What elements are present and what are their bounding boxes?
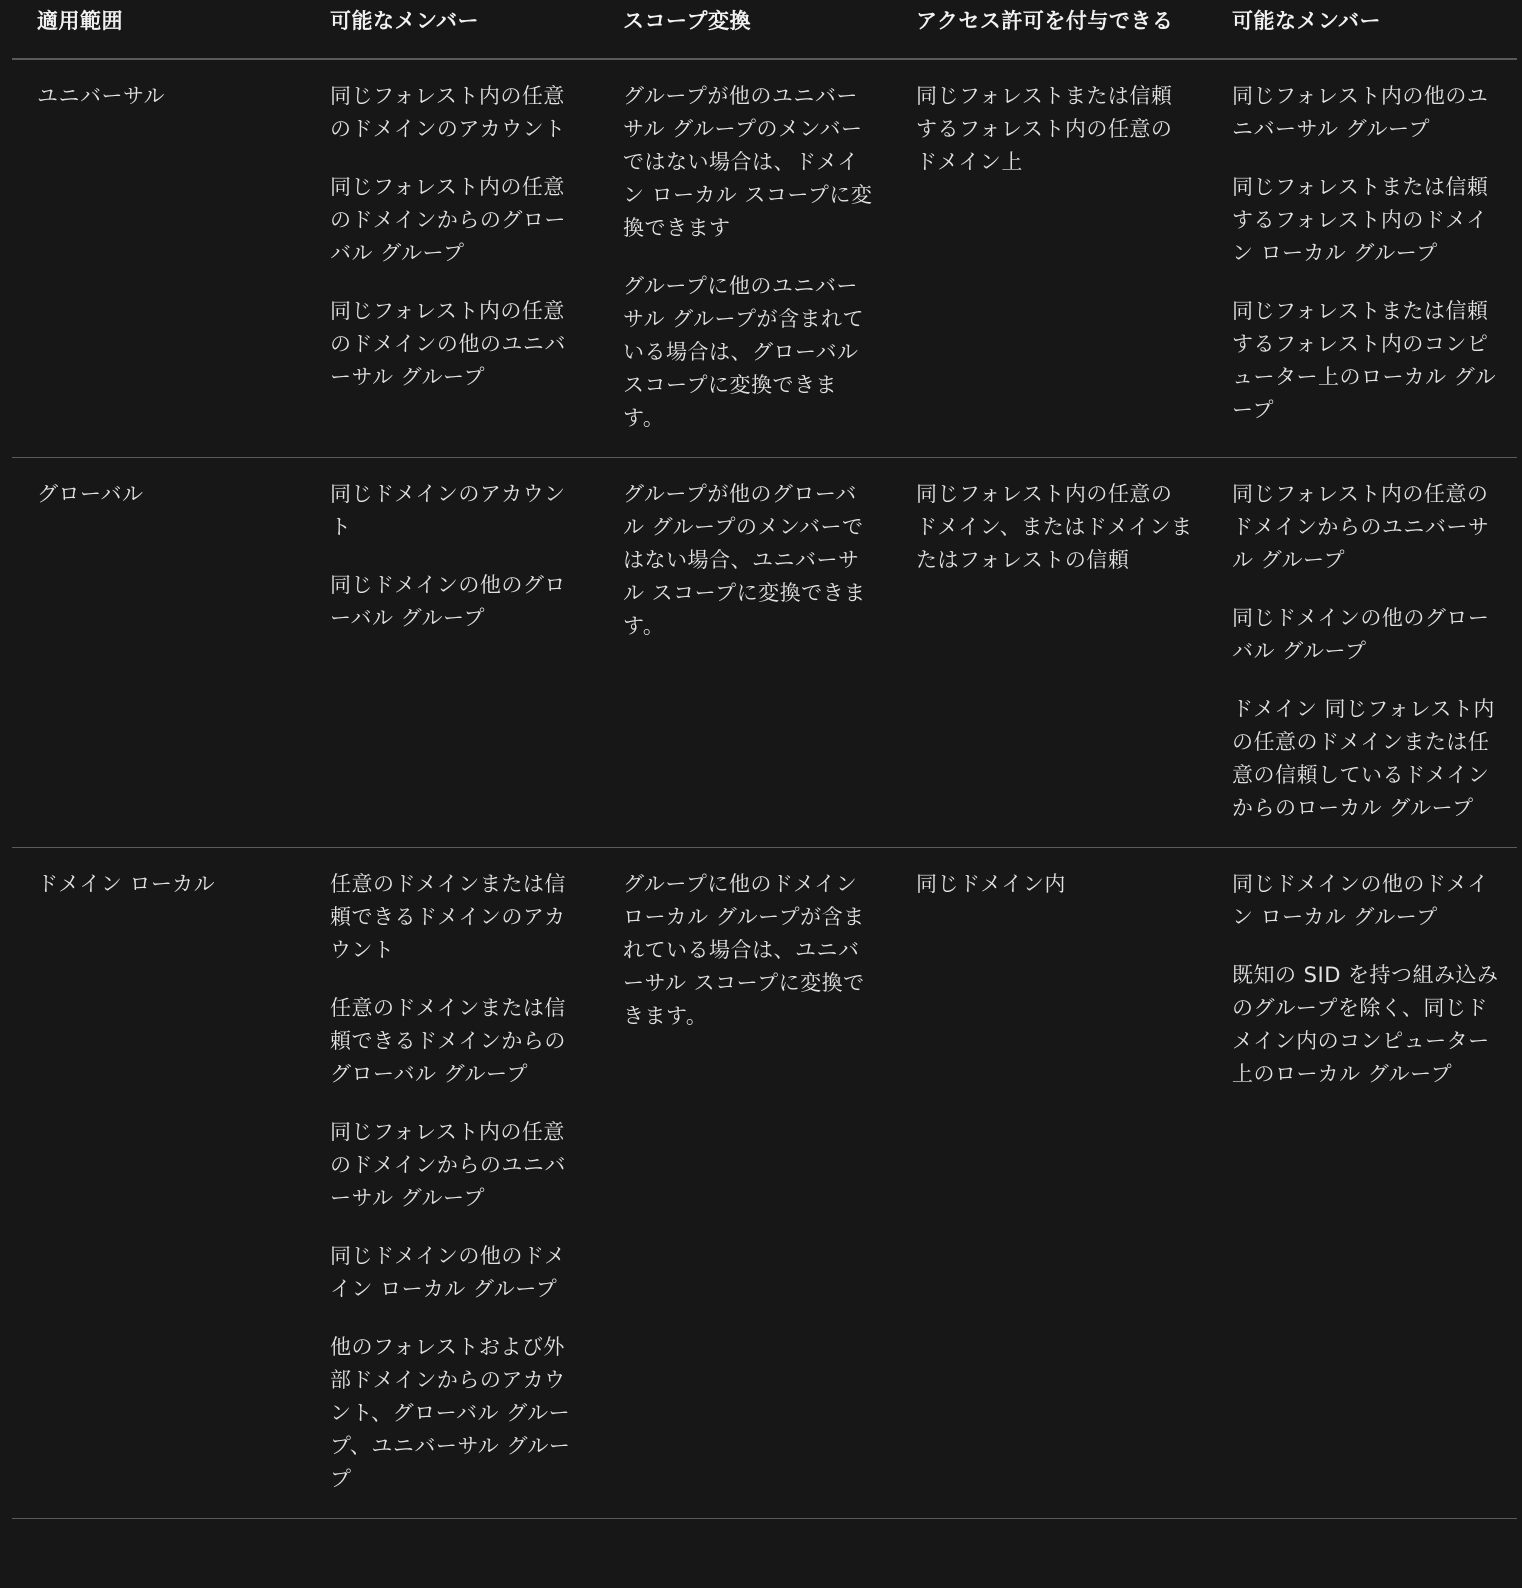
members-item: 同じフォレスト内の任意のドメインからのグローバル グループ <box>330 175 566 265</box>
header-possible-member-of: 可能なメンバー <box>1207 0 1517 59</box>
table-row-universal <box>12 59 1517 458</box>
table-header <box>12 0 1517 59</box>
header-scope-conversion: スコープ変換 <box>598 0 891 59</box>
conversion-item: グループに他のドメイン ローカル グループが含まれている場合は、ユニバーサル スコープに変換できます。 <box>623 872 865 1028</box>
cell-scope <box>12 458 305 848</box>
permissions-item: 同じフォレストまたは信頼するフォレスト内の任意のドメイン上 <box>916 84 1173 174</box>
table-row-domain-local <box>12 848 1517 1519</box>
cell-conversion <box>598 848 891 1519</box>
scope-label: グローバル <box>37 482 144 506</box>
members-item: 同じフォレスト内の任意のドメインからのユニバーサル グループ <box>330 1120 566 1210</box>
cell-member-of <box>1207 59 1517 458</box>
members-item: 同じドメインのアカウント <box>330 482 566 539</box>
permissions-item: 同じドメイン内 <box>916 872 1066 896</box>
members-item: 他のフォレストおよび外部ドメインからのアカウント、グローバル グループ、ユニバーサル グループ <box>330 1335 571 1491</box>
members-item: 同じフォレスト内の任意のドメインのアカウント <box>330 84 566 141</box>
permissions-item: 同じフォレスト内の任意のドメイン、またはドメインまたはフォレストの信頼 <box>916 482 1193 572</box>
members-item: 任意のドメインまたは信頼できるドメインからのグローバル グループ <box>330 996 566 1086</box>
member-of-item: 既知の SID を持つ組み込みのグループを除く、同じドメイン内のコンピューター上のローカル グループ <box>1232 963 1499 1086</box>
cell-scope <box>12 59 305 458</box>
cell-permissions <box>891 848 1207 1519</box>
members-item: 同じドメインの他のグローバル グループ <box>330 573 566 630</box>
cell-members <box>305 848 598 1519</box>
header-possible-members: 可能なメンバー <box>305 0 598 59</box>
scope-label: ユニバーサル <box>37 84 165 108</box>
member-of-item: ドメイン 同じフォレスト内の任意のドメインまたは任意の信頼しているドメインからのローカル グループ <box>1232 697 1495 820</box>
cell-member-of <box>1207 848 1517 1519</box>
member-of-item: 同じドメインの他のドメイン ローカル グループ <box>1232 872 1489 929</box>
member-of-item: 同じフォレスト内の他のユニバーサル グループ <box>1232 84 1489 141</box>
member-of-item: 同じドメインの他のグローバル グループ <box>1232 606 1490 663</box>
cell-conversion <box>598 458 891 848</box>
cell-permissions <box>891 59 1207 458</box>
members-item: 任意のドメインまたは信頼できるドメインのアカウント <box>330 872 566 962</box>
cell-members <box>305 59 598 458</box>
member-of-item: 同じフォレストまたは信頼するフォレスト内のコンピューター上のローカル グループ <box>1232 299 1497 422</box>
scope-label: ドメイン ローカル <box>37 872 216 896</box>
conversion-item: グループが他のユニバーサル グループのメンバーではない場合は、ドメイン ローカル スコープに変換できます <box>623 84 873 240</box>
cell-permissions <box>891 458 1207 848</box>
cell-scope <box>12 848 305 1519</box>
header-can-grant-permissions: アクセス許可を付与できる <box>891 0 1207 59</box>
conversion-item: グループが他のグローバル グループのメンバーではない場合、ユニバーサル スコープに変換できます。 <box>623 482 866 638</box>
table-body <box>12 59 1517 1519</box>
members-item: 同じドメインの他のドメイン ローカル グループ <box>330 1244 566 1301</box>
header-scope: 適用範囲 <box>12 0 305 59</box>
group-scope-table-container <box>12 0 1517 1519</box>
member-of-item: 同じフォレスト内の任意のドメインからのユニバーサル グループ <box>1232 482 1490 572</box>
cell-conversion <box>598 59 891 458</box>
member-of-item: 同じフォレストまたは信頼するフォレスト内のドメイン ローカル グループ <box>1232 175 1489 265</box>
header-row <box>12 0 1517 59</box>
table-row-global <box>12 458 1517 848</box>
conversion-item: グループに他のユニバーサル グループが含まれている場合は、グローバル スコープに変換できます。 <box>623 274 864 430</box>
members-item: 同じフォレスト内の任意のドメインの他のユニバーサル グループ <box>330 299 566 389</box>
cell-members <box>305 458 598 848</box>
group-scope-table <box>12 0 1517 1519</box>
cell-member-of <box>1207 458 1517 848</box>
